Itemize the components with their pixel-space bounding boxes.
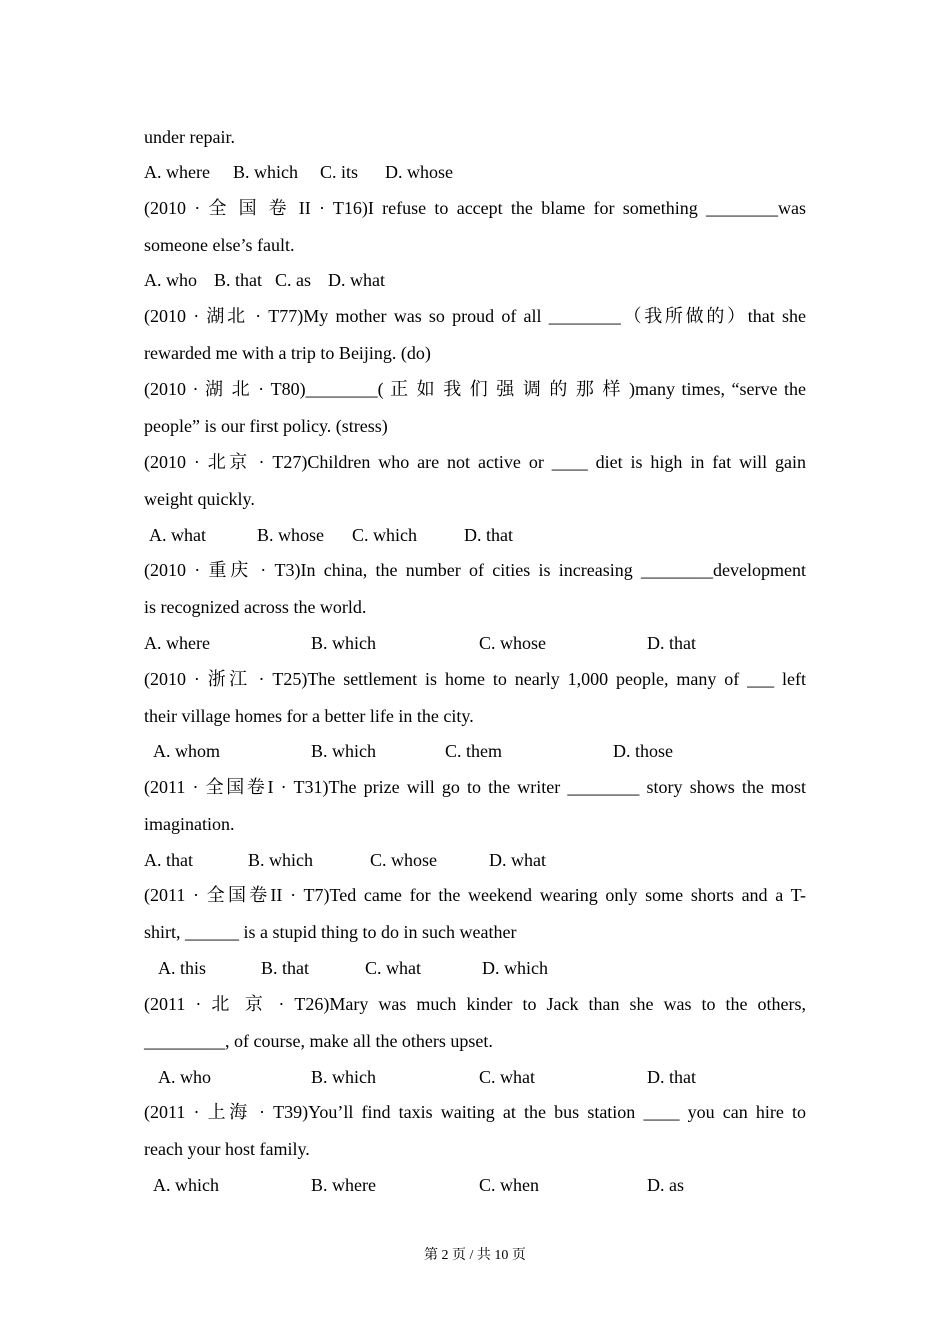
option-c: C. whose xyxy=(370,850,437,870)
option-d: D. what xyxy=(489,850,546,870)
question-3-line-1: (2010 · 湖 北 · T80)________( 正 如 我 们 强 调 的 那 样 )many times, “serve the xyxy=(144,379,806,399)
option-c: C. which xyxy=(352,525,417,545)
option-a: A. whom xyxy=(153,741,220,761)
question-10-line-2: reach your host family. xyxy=(144,1139,310,1159)
option-a: A. which xyxy=(153,1175,219,1195)
question-2-line-1: (2010 · 湖北 · T77)My mother was so proud of all ________（我所做的）that she xyxy=(144,306,806,326)
option-d: D. those xyxy=(613,741,673,761)
option-a: A. this xyxy=(158,958,207,978)
option-d: D. that xyxy=(647,1067,696,1087)
question-8-line-1: (2011 · 全国卷II · T7)Ted came for the weekend wearing only some shorts and a T- xyxy=(144,885,806,905)
question-4-line-2: weight quickly. xyxy=(144,489,255,509)
option-a: A. what xyxy=(149,525,206,545)
question-7-options xyxy=(144,847,806,873)
option-b: B. that xyxy=(261,958,309,978)
option-c: C. what xyxy=(479,1067,535,1087)
option-a: A. where xyxy=(144,162,210,182)
question-9-line-2: _________, of course, make all the others upset. xyxy=(144,1031,493,1051)
question-8-line-2: shirt, ______ is a stupid thing to do in such weather xyxy=(144,922,517,942)
question-9-options xyxy=(144,1064,806,1090)
page-footer: 第 2 页 / 共 10 页 xyxy=(424,1248,526,1263)
option-b: B. which xyxy=(311,1067,376,1087)
question-10-options xyxy=(144,1172,806,1198)
question-6-line-2: their village homes for a better life in the city. xyxy=(144,706,474,726)
option-b: B. whose xyxy=(257,525,324,545)
option-d: D. what xyxy=(328,270,385,290)
question-4-options xyxy=(144,522,806,548)
question-8-options xyxy=(144,955,806,981)
continuation-text: under repair. xyxy=(144,127,235,147)
option-b: B. which xyxy=(248,850,313,870)
question-1-options xyxy=(144,267,806,293)
question-7-line-2: imagination. xyxy=(144,814,235,834)
option-a: A. where xyxy=(144,633,210,653)
option-d: D. that xyxy=(647,633,696,653)
question-5-line-1: (2010 · 重庆 · T3)In china, the number of cities is increasing ________development xyxy=(144,560,806,580)
option-b: B. where xyxy=(311,1175,376,1195)
question-4-line-1: (2010 · 北京 · T27)Children who are not active or ____ diet is high in fat will gain xyxy=(144,452,806,472)
question-7-line-1: (2011 · 全国卷I · T31)The prize will go to the writer ________ story shows the most xyxy=(144,777,806,797)
option-c: C. as xyxy=(275,270,311,290)
option-c: C. whose xyxy=(479,633,546,653)
option-d: D. as xyxy=(647,1175,684,1195)
question-6-line-1: (2010 · 浙江 · T25)The settlement is home to nearly 1,000 people, many of ___ left xyxy=(144,669,806,689)
option-b: B. which xyxy=(233,162,298,182)
question-5-line-2: is recognized across the world. xyxy=(144,597,367,617)
question-10-line-1: (2011 · 上海 · T39)You’ll find taxis waiting at the bus station ____ you can hire to xyxy=(144,1102,806,1122)
question-6-options xyxy=(144,738,806,764)
option-a: A. who xyxy=(144,270,197,290)
option-c: C. what xyxy=(365,958,421,978)
option-b: B. that xyxy=(214,270,262,290)
option-a: A. that xyxy=(144,850,193,870)
question-1-line-1: (2010 · 全 国 卷 II · T16)I refuse to accept the blame for something ________was xyxy=(144,198,806,218)
question-5-options xyxy=(144,630,806,656)
question-3-line-2: people” is our first policy. (stress) xyxy=(144,416,388,436)
option-b: B. which xyxy=(311,633,376,653)
option-c: C. them xyxy=(445,741,502,761)
option-c: C. when xyxy=(479,1175,539,1195)
option-d: D. whose xyxy=(385,162,453,182)
option-d: D. which xyxy=(482,958,548,978)
question-9-line-1: (2011 · 北 京 · T26)Mary was much kinder to Jack than she was to the others, xyxy=(144,994,806,1014)
option-b: B. which xyxy=(311,741,376,761)
option-a: A. who xyxy=(158,1067,211,1087)
question-2-line-2: rewarded me with a trip to Beijing. (do) xyxy=(144,343,431,363)
option-d: D. that xyxy=(464,525,513,545)
question-1-line-2: someone else’s fault. xyxy=(144,235,295,255)
continuation-options xyxy=(144,159,806,185)
option-c: C. its xyxy=(320,162,359,182)
